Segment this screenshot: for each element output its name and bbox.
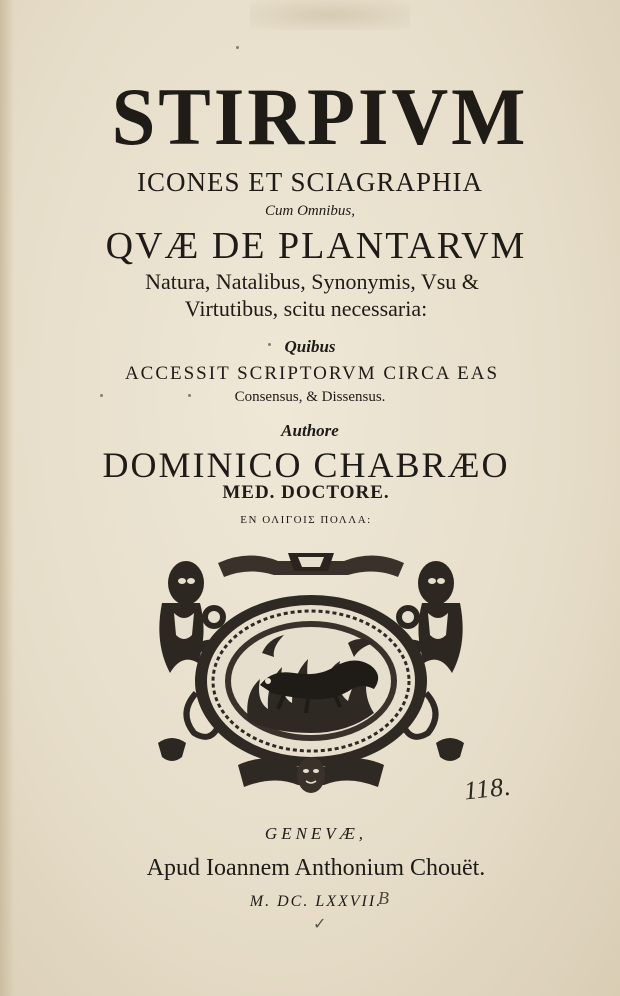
printer-device-salamander-in-flames-icon	[148, 543, 474, 805]
paper-speck	[268, 343, 271, 346]
check-mark-icon: ✓	[313, 916, 327, 933]
virtutibus-line: Virtutibus, scitu necessaria:	[184, 296, 428, 321]
paper-speck	[236, 46, 239, 49]
book-subtitle: ICONES ET SCIAGRAPHIA	[136, 167, 484, 197]
accessit-line: ACCESSIT SCRIPTORVM CIRCA EAS	[124, 363, 500, 384]
handwritten-number: 118.	[462, 771, 513, 806]
handwritten-mark: B	[378, 888, 389, 908]
authore-line: Authore	[281, 421, 339, 440]
author-degree: MED. DOCTORE.	[222, 482, 390, 503]
quae-de-plantarum-line: QVÆ DE PLANTARVM	[105, 225, 527, 267]
paper-speck	[100, 394, 103, 397]
consensus-line: Consensus, & Dissensus.	[234, 389, 386, 405]
natura-line: Natura, Natalibus, Synonymis, Vsu &	[145, 269, 479, 294]
paper-speck	[188, 394, 191, 397]
author-name: DOMINICO CHABRÆO	[102, 445, 510, 485]
cum-omnibus-line: Cum Omnibus,	[264, 203, 355, 219]
imprint-place: GENEVÆ,	[264, 824, 368, 843]
book-title: STIRPIVM	[111, 71, 529, 162]
quibus-line: Quibus	[284, 337, 336, 356]
imprint-publisher: Apud Ioannem Anthonium Chouët.	[146, 855, 486, 881]
imprint-date: M. DC. LXXVII.	[249, 893, 383, 910]
paper-stain	[250, 0, 410, 30]
greek-motto: ΕΝ ΟΛΙΓΟΙΣ ΠΟΛΛΑ:	[240, 514, 372, 526]
